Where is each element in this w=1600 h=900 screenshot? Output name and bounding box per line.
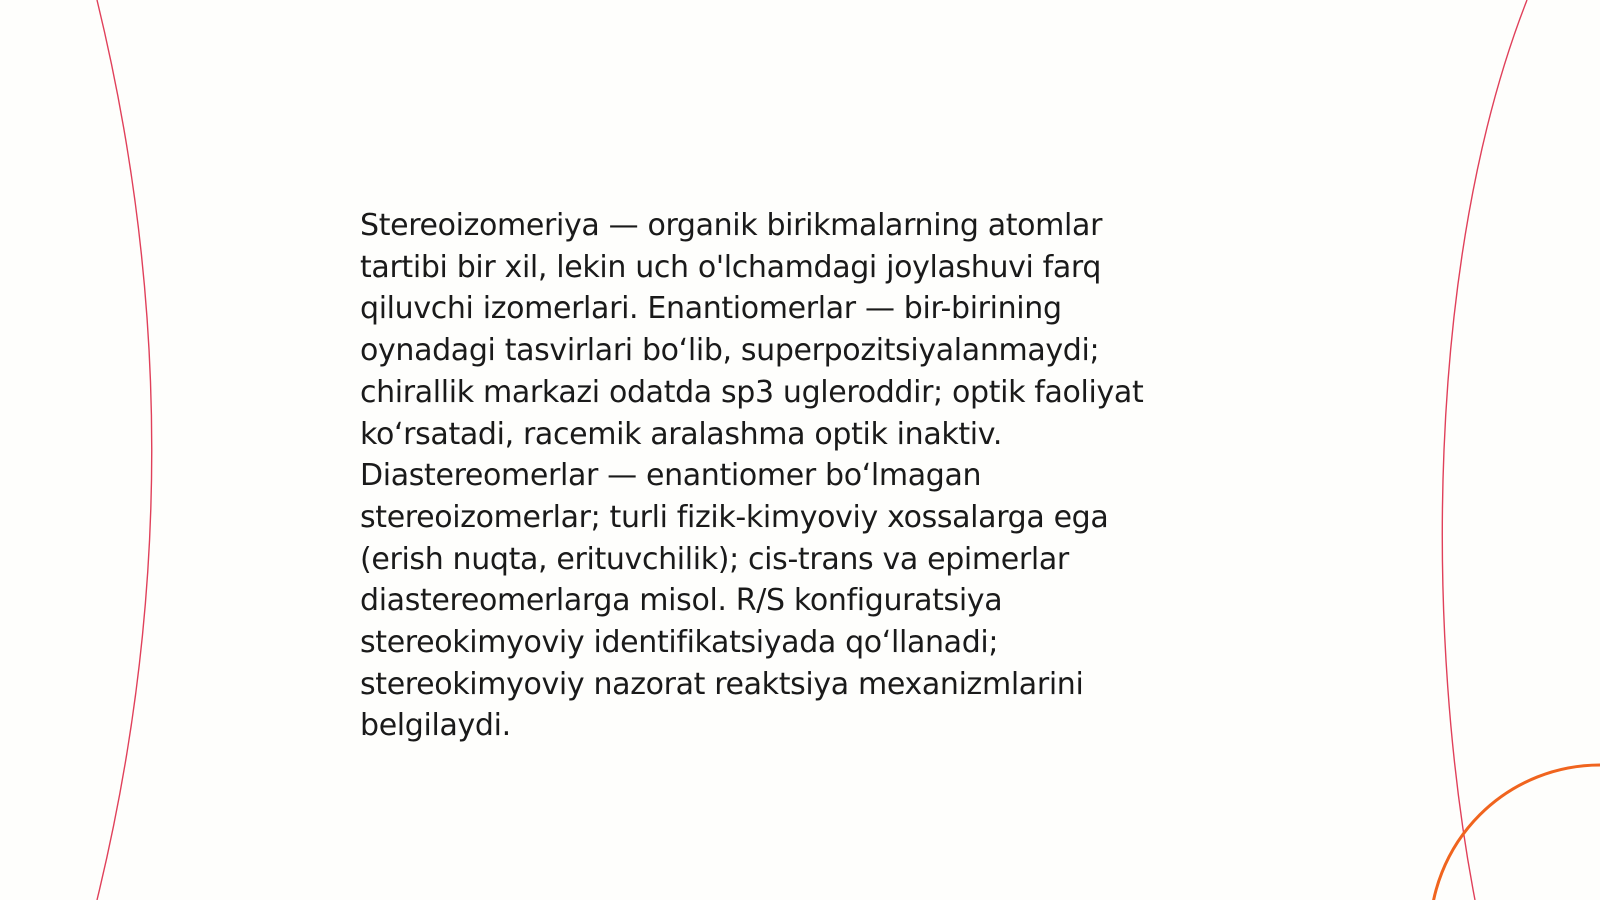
slide-body-text: Stereoizomeriya — organik birikmalarning atomlar tartibi bir xil, lekin uch o'lchamdagi joylashuvi farq qiluvchi izomerlari. Enantiomerlar — bir-birining oynadagi tasvirlari bo‘lib, superpozitsiyalanmaydi; chirallik markazi odatda sp3 ugleroddir; optik faoliyat ko‘rsatadi, racemik aralashma optik inaktiv. Diastereomerlar — enantiomer bo‘lmagan stereoizomerlar; turli fizik-kimyoviy xossalarga ega (erish nuqta, erituvchilik); cis-trans va epimerlar diastereomerlarga misol. R/S konfiguratsiya stereokimyoviy identifikatsiyada qo‘llanadi; stereokimyoviy nazorat reaktsiya mexanizmlarini belgilaydi. [360, 208, 1144, 744]
right-decorative-arc [1442, 0, 1527, 900]
left-decorative-arc [97, 0, 152, 900]
orange-circle-decoration [1430, 765, 1600, 900]
